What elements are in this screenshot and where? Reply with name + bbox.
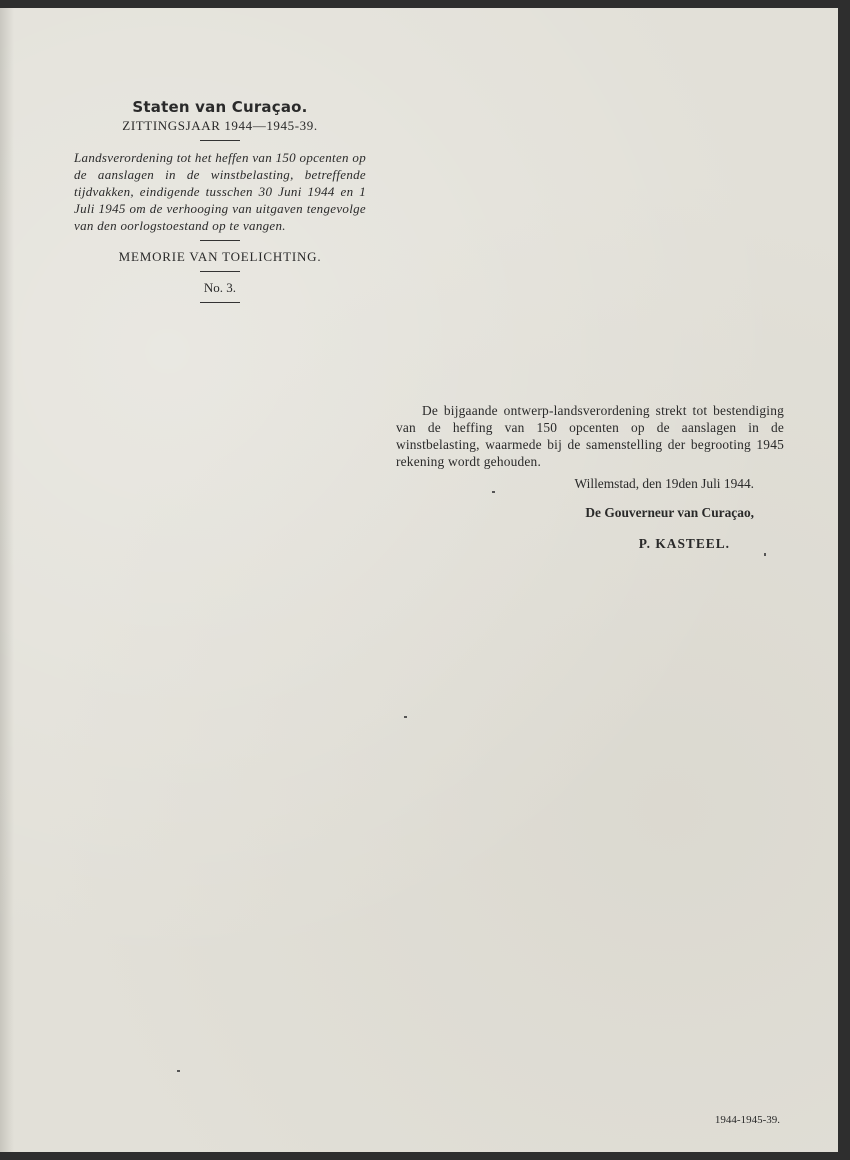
divider-rule bbox=[200, 140, 240, 141]
footer-code: 1944-1945-39. bbox=[714, 1114, 780, 1126]
ordinance-title: Landsverordening tot het heffen van 150 opcenten op de aanslagen in de winstbelasting, betreffende tijdvakken, eindigende tusschen 30 Juni 1944 en 1 Juli 1945 om de verhooging van uitgaven tengevolge van den oorlogstoestand op te vangen. bbox=[74, 150, 366, 233]
divider-rule bbox=[200, 240, 240, 241]
paper-speck bbox=[492, 491, 495, 493]
signer-title: De Gouverneur van Curaçao, bbox=[585, 505, 754, 520]
paper-speck bbox=[177, 1070, 180, 1072]
header-block bbox=[70, 98, 370, 311]
page-spine-shadow bbox=[0, 8, 14, 1152]
document-page bbox=[0, 8, 838, 1152]
place-date: Willemstad, den 19den Juli 1944. bbox=[574, 476, 754, 491]
session-year: ZITTINGSJAAR 1944—1945-39. bbox=[122, 118, 318, 133]
document-heading: Staten van Curaçao. bbox=[132, 98, 308, 116]
document-number: No. 3. bbox=[203, 280, 237, 295]
paper-speck bbox=[404, 716, 407, 718]
divider-rule bbox=[200, 302, 240, 303]
paper-speck bbox=[764, 553, 766, 556]
signer-name: P. KASTEEL. bbox=[638, 536, 730, 551]
memorie-heading: MEMORIE VAN TOELICHTING. bbox=[118, 249, 322, 264]
body-paragraph: De bijgaande ontwerp-landsverordening strekt tot bestendiging van de heffing van 150 opcenten op de aanslagen in de winstbelasting, waarmede bij de samenstelling der begrooting 1945 rekening wordt gehouden. bbox=[396, 403, 784, 469]
divider-rule bbox=[200, 271, 240, 272]
